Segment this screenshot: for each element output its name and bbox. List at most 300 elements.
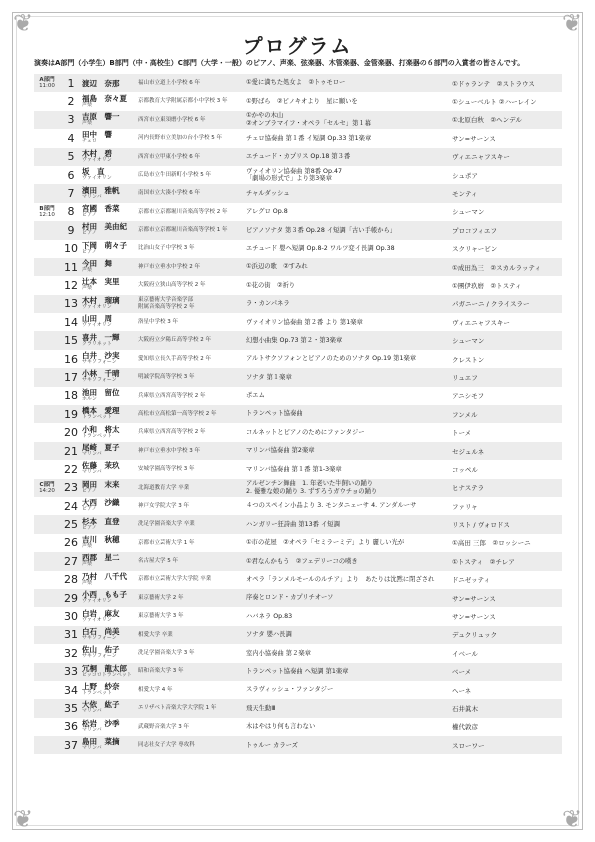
school: 京都市立京都堀川音楽高等学校 2 年: [138, 203, 246, 221]
school: 大阪府立狭山高等学校 2 年: [138, 276, 246, 294]
corner-ornament-icon: ❦: [12, 805, 34, 833]
performer-instrument: マリンバ: [82, 745, 102, 752]
intro-text: 演奏はA部門（小学生）B部門（中・高校生）C部門（大学・一般）のピアノ、声楽、弦楽器、木管楽器、金管楽器、打楽器の６部門の入賞者の皆さんです。: [34, 59, 525, 67]
program-row: [34, 221, 562, 239]
composer: スローワー: [452, 736, 562, 754]
performer-name: 大依 紘子: [82, 700, 120, 710]
composer: シューマン: [452, 331, 562, 349]
program-row: [34, 258, 562, 276]
performer-name: 喜井 一輝: [82, 332, 120, 342]
program-row: [34, 166, 562, 184]
school: 洛星中学校 3 年: [138, 313, 246, 331]
program-row: [34, 460, 562, 478]
piece: マリンバ協奏曲 第１番 第1-3楽章: [246, 460, 452, 478]
performer-cell: [82, 497, 138, 515]
program-row: [34, 148, 562, 166]
performer-number: 2: [60, 92, 82, 110]
piece: ピアノソナタ 第３番 Op.28 イ短調「古い手帳から」: [246, 221, 452, 239]
school: 兵庫県立西宮高等学校 2 年: [138, 387, 246, 405]
performer-number: 6: [60, 166, 82, 184]
performer-name: 乃村 八千代: [82, 571, 127, 581]
section-label: [34, 571, 60, 589]
composer: イベール: [452, 644, 562, 662]
section-label: [34, 221, 60, 239]
program-row: [34, 571, 562, 589]
piece: オペラ「ランメルモールのルチア」より あたりは沈黙に閉ざされ: [246, 571, 452, 589]
program-row: [34, 644, 562, 662]
performer-instrument: ピアノ: [82, 248, 97, 255]
performer-instrument: ヴァイオリン: [82, 616, 112, 623]
program-row: [34, 111, 562, 129]
program-row: [34, 607, 562, 625]
performer-instrument: 声楽: [82, 267, 93, 274]
performer-name: 西郡 星二: [82, 553, 120, 563]
piece: ①野ばら ②ピノキオより 星に願いを: [246, 92, 452, 110]
piece: トランペット協奏曲 ヘ短調 第1楽章: [246, 663, 452, 681]
school: 愛知県立長久手高等学校 2 年: [138, 350, 246, 368]
performer-name: 岡田 末来: [82, 479, 120, 489]
school: 名古屋大学 5 年: [138, 552, 246, 570]
performer-name: 辻本 実里: [82, 277, 120, 287]
composer: リュエフ: [452, 368, 562, 386]
program-row: [34, 681, 562, 699]
school: 東京藝術大学 2 年: [138, 589, 246, 607]
performer-number: 12: [60, 276, 82, 294]
performer-cell: [82, 295, 138, 313]
piece: ヴァイオリン協奏曲 第8番 Op.47 「劇場の形式で」より第3楽章: [246, 166, 452, 184]
program-row: [34, 663, 562, 681]
performer-instrument: 声楽: [82, 579, 93, 586]
performer-cell: [82, 718, 138, 736]
section-label: [34, 111, 60, 129]
performer-name: 杉本 直登: [82, 516, 120, 526]
section-label: [34, 166, 60, 184]
performer-instrument: ヴァイオリン: [82, 303, 112, 310]
school: 比治山女子中学校 3 年: [138, 240, 246, 258]
performer-cell: [82, 184, 138, 202]
performer-number: 11: [60, 258, 82, 276]
composer: ヴィエニャフスキー: [452, 313, 562, 331]
performer-instrument: サキソフォーン: [82, 359, 117, 366]
composer: モンティ: [452, 184, 562, 202]
section-label: [34, 718, 60, 736]
performer-cell: [82, 148, 138, 166]
school: 河内長野市立美加の台小学校 5 年: [138, 129, 246, 147]
piece: アルトサクソフォンとピアノのためのソナタ Op.19 第1楽章: [246, 350, 452, 368]
corner-ornament-icon: ❦: [561, 805, 583, 833]
performer-cell: [82, 92, 138, 110]
composer: デュクリュック: [452, 626, 562, 644]
school: 同志社女子大学 専攻科: [138, 736, 246, 754]
composer: シュポア: [452, 166, 562, 184]
performer-instrument: マリンバ: [82, 193, 102, 200]
composer: フンメル: [452, 405, 562, 423]
performer-name: 渡辺 奈那: [82, 78, 120, 88]
performer-instrument: 声楽: [82, 119, 93, 126]
school: 京都市立芸術大学大学院 卒業: [138, 571, 246, 589]
composer: リスト / ヴォロドス: [452, 515, 562, 533]
piece: 飛天生動Ⅲ: [246, 699, 452, 717]
school: 神戸女学院大学 3 年: [138, 497, 246, 515]
performer-number: 17: [60, 368, 82, 386]
section-label: [34, 184, 60, 202]
corner-ornament-icon: ❦: [561, 9, 583, 37]
performer-number: 36: [60, 718, 82, 736]
school: 京都教育大学附属京都小中学校 3 年: [138, 92, 246, 110]
composer: スクリャービン: [452, 240, 562, 258]
performer-name: 小和 将太: [82, 424, 120, 434]
performer-instrument: マリンバ: [82, 726, 102, 733]
performer-cell: [82, 442, 138, 460]
school: 西宮市立東須磨小学校 6 年: [138, 111, 246, 129]
composer: 權代敦彦: [452, 718, 562, 736]
section-label: [34, 368, 60, 386]
performer-number: 34: [60, 681, 82, 699]
school: 武蔵野音楽大学 3 年: [138, 718, 246, 736]
section-label: [34, 515, 60, 533]
program-row: [34, 92, 562, 110]
school: 兵庫県立西宮高等学校 2 年: [138, 423, 246, 441]
section-label: [34, 129, 60, 147]
performer-name: 今田 舞: [82, 259, 112, 269]
performer-name: 下岡 萌々子: [82, 240, 127, 250]
performer-instrument: ピアノ: [82, 524, 97, 531]
performer-instrument: 声楽: [82, 542, 93, 549]
piece: アルゼンチン舞曲 1. 年老いた牛飼いの踊り 2. 優雅な娘の踊り 3. ずすろうガウチョの踊り: [246, 479, 452, 497]
section-name: C部門: [39, 481, 55, 488]
program-row: [34, 350, 562, 368]
program-row: [34, 184, 562, 202]
performer-number: 33: [60, 663, 82, 681]
piece: ①市の花屋 ②オペラ「セミラーミデ」より 麗しい光が: [246, 534, 452, 552]
performer-instrument: サキソフォーン: [82, 634, 117, 641]
performer-instrument: チェロ: [82, 138, 97, 145]
performer-name: 小林 千晴: [82, 369, 120, 379]
performer-name: 福島 奈々夏: [82, 93, 127, 103]
section-label: [34, 699, 60, 717]
performer-name: 吉原 響一: [82, 111, 120, 121]
section-time: 12:10: [39, 211, 55, 218]
program-row: [34, 74, 562, 92]
performer-instrument: ピアノ: [82, 506, 97, 513]
section-name: A部門: [39, 77, 55, 84]
program-row: [34, 626, 562, 644]
performer-name: 池田 留位: [82, 387, 120, 397]
piece: ①かやの木山 ②オンブラマイフ・オペラ「セルセ」第１幕: [246, 111, 452, 129]
performer-cell: [82, 203, 138, 221]
program-row: [34, 515, 562, 533]
section-label: [34, 258, 60, 276]
composer: プロコフィエフ: [452, 221, 562, 239]
performer-cell: [82, 405, 138, 423]
performer-name: 白井 沙実: [82, 351, 120, 361]
program-row: [34, 387, 562, 405]
performer-name: 坂 直: [82, 167, 105, 177]
performer-instrument: サキソフォーン: [82, 377, 117, 384]
performer-instrument: マリンバ: [82, 451, 102, 457]
piece: ハバネラ Op.83: [246, 607, 452, 625]
piece: ４つのスペイン小品より 3. モンタニェーサ 4. アンダルーサ: [246, 497, 452, 515]
performer-instrument: トランペット: [82, 414, 113, 421]
piece: ラ・カンパネラ: [246, 295, 452, 313]
performer-number: 32: [60, 644, 82, 662]
performer-name: 木村 碧: [82, 148, 112, 158]
performer-name: 宮國 香菜: [82, 203, 120, 213]
section-label: [34, 626, 60, 644]
performer-number: 19: [60, 405, 82, 423]
piece: エチュード・カプリス Op.18 第３番: [246, 148, 452, 166]
composer: トーメ: [452, 423, 562, 441]
school: 明誠学院高等学校 3 年: [138, 368, 246, 386]
school: 大阪府立夕陽丘高等学校 2 年: [138, 331, 246, 349]
piece: ソナタ 嬰ハ長調: [246, 626, 452, 644]
program-row: [34, 497, 562, 515]
program-row: [34, 203, 562, 221]
performer-name: 木村 瑠璃: [82, 295, 120, 305]
performer-number: 26: [60, 534, 82, 552]
section-label: [34, 405, 60, 423]
section-label: [34, 203, 60, 221]
performer-instrument: 声楽: [82, 285, 93, 292]
performer-instrument: ピアノ: [82, 230, 97, 237]
performer-instrument: ヴァイオリン: [82, 156, 112, 163]
performer-name: 島田 菜摘: [82, 737, 120, 747]
section-label: [34, 331, 60, 349]
performer-number: 35: [60, 699, 82, 717]
composer: ①北原白秋 ②ヘンデル: [452, 111, 562, 129]
section-label: [34, 644, 60, 662]
performer-name: 田中 響: [82, 130, 112, 140]
section-label: [34, 387, 60, 405]
section-label: [34, 663, 60, 681]
performer-name: 山田 周: [82, 314, 112, 324]
piece: ①花の街 ②祈り: [246, 276, 452, 294]
performer-instrument: トランペット: [82, 690, 113, 697]
program-row: [34, 442, 562, 460]
piece: 序奏とロンド・カプリチオーソ: [246, 589, 452, 607]
composer: アニシモフ: [452, 387, 562, 405]
school: 南国市立大湊小学校 6 年: [138, 184, 246, 202]
performer-number: 30: [60, 607, 82, 625]
performer-name: 白岩 麻友: [82, 608, 120, 618]
performer-number: 13: [60, 295, 82, 313]
composer: ベーメ: [452, 663, 562, 681]
program-row: [34, 295, 562, 313]
performer-instrument: ピッコロトランペット: [82, 671, 132, 678]
performer-cell: [82, 736, 138, 754]
piece: ①浜辺の歌 ②すみれ: [246, 258, 452, 276]
performer-number: 7: [60, 184, 82, 202]
performer-number: 15: [60, 331, 82, 349]
performer-cell: [82, 387, 138, 405]
school: 西宮市立甲東小学校 6 年: [138, 148, 246, 166]
program-row: [34, 405, 562, 423]
performer-name: 尾崎 夏子: [82, 443, 120, 452]
program-table: [34, 74, 562, 754]
piece: スラヴィッシュ・ファンタジー: [246, 681, 452, 699]
school: 京都市立芸術大学 1 年: [138, 534, 246, 552]
school: 相愛大学 卒業: [138, 626, 246, 644]
performer-name: 白石 尚美: [82, 626, 120, 636]
composer: ①團伊玖磨 ②トスティ: [452, 276, 562, 294]
performer-instrument: サキソフォーン: [82, 653, 117, 660]
section-name: B部門: [39, 205, 55, 212]
composer: クレストン: [452, 350, 562, 368]
performer-cell: [82, 699, 138, 717]
school: エリザベト音楽大学大学院 1 年: [138, 699, 246, 717]
performer-cell: [82, 240, 138, 258]
performer-cell: [82, 663, 138, 681]
performer-cell: [82, 129, 138, 147]
composer: ヒナステラ: [452, 479, 562, 497]
piece: チャルダッシュ: [246, 184, 452, 202]
piece: ソナタ 第１楽章: [246, 368, 452, 386]
performer-instrument: ヴァイオリン: [82, 322, 112, 329]
performer-name: 村田 美由紀: [82, 222, 127, 232]
program-row: [34, 129, 562, 147]
piece: チェロ協奏曲 第１番 イ短調 Op.33 第1楽章: [246, 129, 452, 147]
program-row: [34, 736, 562, 754]
performer-number: 10: [60, 240, 82, 258]
performer-name: 小西 もも子: [82, 590, 127, 600]
performer-cell: [82, 111, 138, 129]
performer-name: 橋本 愛理: [82, 406, 120, 416]
school: 神戸市立垂水中学校 2 年: [138, 258, 246, 276]
school: 東京藝術大学 3 年: [138, 607, 246, 625]
performer-cell: [82, 166, 138, 184]
performer-instrument: ピアノ: [82, 211, 97, 218]
composer: ドニゼッティ: [452, 571, 562, 589]
school: 神戸市立垂水中学校 3 年: [138, 442, 246, 460]
section-label: [34, 497, 60, 515]
performer-number: 27: [60, 552, 82, 570]
performer-cell: [82, 552, 138, 570]
performer-instrument: トランペット: [82, 432, 113, 439]
composer: ①成田為三 ②スカルラッティ: [452, 258, 562, 276]
school: 昭和音楽大学 3 年: [138, 663, 246, 681]
performer-name: 冗桐 龍太郎: [82, 663, 127, 673]
performer-number: 8: [60, 203, 82, 221]
performer-number: 23: [60, 479, 82, 497]
performer-cell: [82, 681, 138, 699]
piece: ①愛に満ちた処女よ ②トゥモロー: [246, 74, 452, 92]
school: 広島市立牛田新町小学校 5 年: [138, 166, 246, 184]
composer: ①高田 三郎 ②ロッシーニ: [452, 534, 562, 552]
section-label: [34, 589, 60, 607]
school: 相愛大学 4 年: [138, 681, 246, 699]
performer-instrument: ピアノ: [82, 487, 97, 494]
performer-cell: [82, 626, 138, 644]
section-label: [34, 313, 60, 331]
performer-number: 16: [60, 350, 82, 368]
performer-cell: [82, 534, 138, 552]
program-row: [34, 718, 562, 736]
composer: へーネ: [452, 681, 562, 699]
composer: パガニーニ / クライスラー: [452, 295, 562, 313]
composer: サン=サーンス: [452, 589, 562, 607]
school: 福山市立道上小学校 6 年: [138, 74, 246, 92]
performer-instrument: 声楽: [82, 101, 93, 108]
performer-number: 22: [60, 460, 82, 478]
performer-number: 24: [60, 497, 82, 515]
performer-number: 3: [60, 111, 82, 129]
page-title: プログラム: [242, 34, 353, 58]
composer: サン=サーンス: [452, 129, 562, 147]
piece: ①君なんかもう ②フェデリーコの嘆き: [246, 552, 452, 570]
performer-name: 大西 沙織: [82, 498, 120, 508]
composer: シューマン: [452, 203, 562, 221]
piece: 室内小協奏曲 第２楽章: [246, 644, 452, 662]
performer-name: 吉川 秋穂: [82, 534, 120, 544]
section-label: [34, 479, 60, 497]
performer-cell: [82, 313, 138, 331]
piece: アレグロ Op.8: [246, 203, 452, 221]
composer: コッペル: [452, 460, 562, 478]
piece: ヴァイオリン協奏曲 第２番 より 第1楽章: [246, 313, 452, 331]
section-label: [34, 552, 60, 570]
section-label: [34, 92, 60, 110]
composer: 石井眞木: [452, 699, 562, 717]
performer-number: 18: [60, 387, 82, 405]
school: 北海道教育大学 卒業: [138, 479, 246, 497]
piece: 木はやはり何も言わない: [246, 718, 452, 736]
composer: サン=サーンス: [452, 607, 562, 625]
school: 高松市立高松第一高等学校 2 年: [138, 405, 246, 423]
piece: エチュード 嬰ヘ短調 Op.8-2 ワルツ変イ長調 Op.38: [246, 240, 452, 258]
performer-instrument: ヴァイオリン: [82, 598, 112, 605]
corner-ornament-icon: ❦: [12, 9, 34, 37]
program-row: [34, 240, 562, 258]
composer: ①シューベルト ②ハーレイン: [452, 92, 562, 110]
performer-cell: [82, 571, 138, 589]
piece: 幻想小曲集 Op.73 第２・第3楽章: [246, 331, 452, 349]
section-time: 14:20: [39, 487, 55, 494]
performer-number: 5: [60, 148, 82, 166]
school: 洗足学園音楽大学 3 年: [138, 644, 246, 662]
program-row: [34, 313, 562, 331]
section-label: [34, 534, 60, 552]
performer-number: 9: [60, 221, 82, 239]
program-row: [34, 589, 562, 607]
section-time: 11:00: [39, 83, 55, 90]
piece: マリンバ協奏曲 第2楽章: [246, 442, 452, 460]
section-label: [34, 736, 60, 754]
performer-number: 14: [60, 313, 82, 331]
school: 洗足学園音楽大学 卒業: [138, 515, 246, 533]
performer-instrument: クラリネット: [82, 340, 112, 347]
performer-cell: [82, 221, 138, 239]
performer-name: 上野 紗奈: [82, 682, 120, 692]
section-label: [34, 442, 60, 460]
composer: ①ドゥランテ ②ストラウス: [452, 74, 562, 92]
program-row: [34, 552, 562, 570]
performer-number: 20: [60, 423, 82, 441]
performer-number: 29: [60, 589, 82, 607]
performer-cell: [82, 423, 138, 441]
section-label: [34, 74, 60, 92]
performer-cell: [82, 258, 138, 276]
program-row: [34, 479, 562, 497]
performer-number: 25: [60, 515, 82, 533]
performer-cell: [82, 350, 138, 368]
piece: トゥルー カラーズ: [246, 736, 452, 754]
performer-name: 佐藤 茉玖: [82, 461, 120, 471]
performer-cell: [82, 589, 138, 607]
performer-name: 佐山 佑子: [82, 645, 120, 655]
performer-number: 4: [60, 129, 82, 147]
performer-instrument: ヴァイオリン: [82, 175, 112, 182]
performer-cell: [82, 460, 138, 478]
